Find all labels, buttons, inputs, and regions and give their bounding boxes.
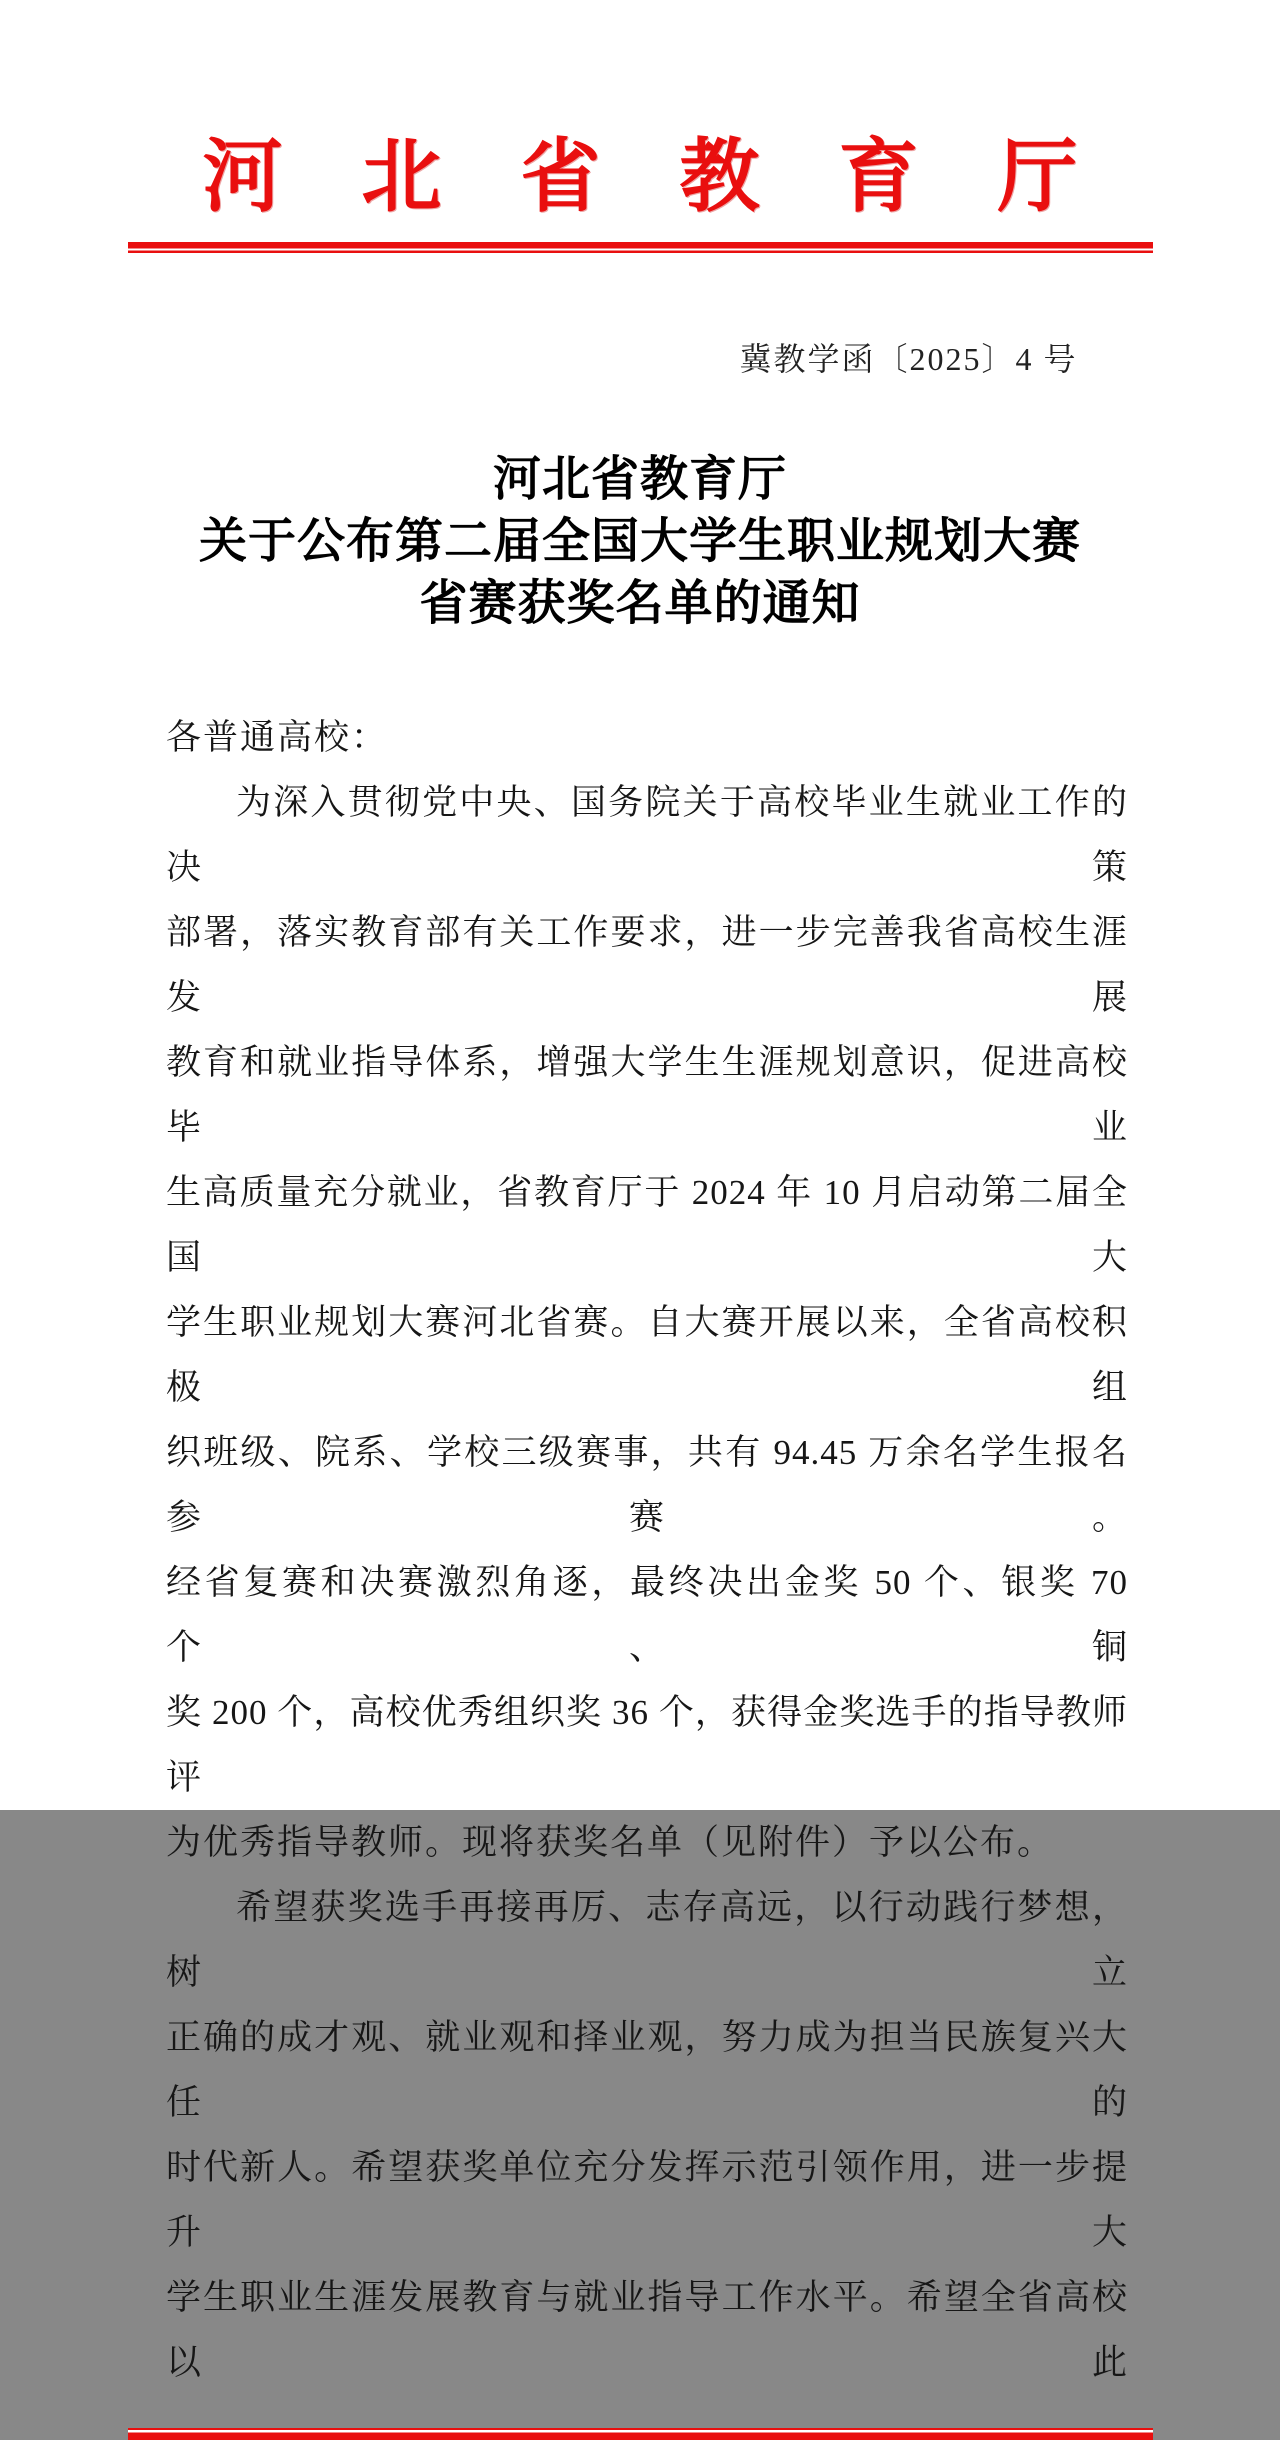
letterhead-char: 教: [679, 134, 760, 222]
title-line-3: 省赛获奖名单的通知: [419, 577, 861, 630]
masthead-divider-rule: [128, 242, 1153, 253]
letterhead-char: 厅: [997, 134, 1078, 222]
letterhead-char: 育: [838, 134, 919, 222]
footer-divider-rule: [128, 2428, 1153, 2440]
document-number: 冀教学函〔2025〕4 号: [739, 341, 1078, 377]
body-line: 经省复赛和决赛激烈角逐，最终决出金奖 50 个、银奖 70 个、铜: [166, 1563, 1128, 1667]
body-line: 为深入贯彻党中央、国务院关于高校毕业生就业工作的决策: [166, 783, 1128, 887]
body-line: 学生职业规划大赛河北省赛。自大赛开展以来，全省高校积极组: [166, 1303, 1128, 1407]
title-line-2: 关于公布第二届全国大学生职业规划大赛: [198, 515, 1081, 568]
body-line: 奖 200 个，高校优秀组织奖 36 个，获得金奖选手的指导教师评: [166, 1693, 1128, 1797]
salutation: 各普通高校：: [166, 718, 389, 757]
body-line: 为优秀指导教师。现将获奖名单（见附件）予以公布。: [166, 1823, 1055, 1862]
letterhead-char: 河: [202, 134, 283, 222]
body-line: 生高质量充分就业，省教育厅于 2024 年 10 月启动第二届全国大: [166, 1173, 1128, 1277]
document-title: [0, 449, 1280, 635]
letterhead-masthead: [203, 0, 1078, 224]
body-line: 时代新人。希望获奖单位充分发挥示范引领作用，进一步提升大: [166, 2148, 1128, 2252]
body-line: 正确的成才观、就业观和择业观，努力成为担当民族复兴大任的: [166, 2018, 1128, 2122]
body-line: 希望获奖选手再接再厉、志存高远，以行动践行梦想，树立: [166, 1888, 1128, 1992]
body-line: 学生职业生涯发展教育与就业指导工作水平。希望全省高校以此: [166, 2278, 1128, 2382]
title-line-1: 河北省教育厅: [492, 453, 787, 506]
body-line: 织班级、院系、学校三级赛事，共有 94.45 万余名学生报名参赛。: [166, 1433, 1128, 1537]
letterhead-char: 北: [361, 134, 442, 222]
letterhead-char: 省: [520, 134, 601, 222]
body-line: 教育和就业指导体系，增强大学生生涯规划意识，促进高校毕业: [166, 1043, 1128, 1147]
document-body: [166, 705, 1128, 2395]
body-line: 部署，落实教育部有关工作要求，进一步完善我省高校生涯发展: [166, 913, 1128, 1017]
